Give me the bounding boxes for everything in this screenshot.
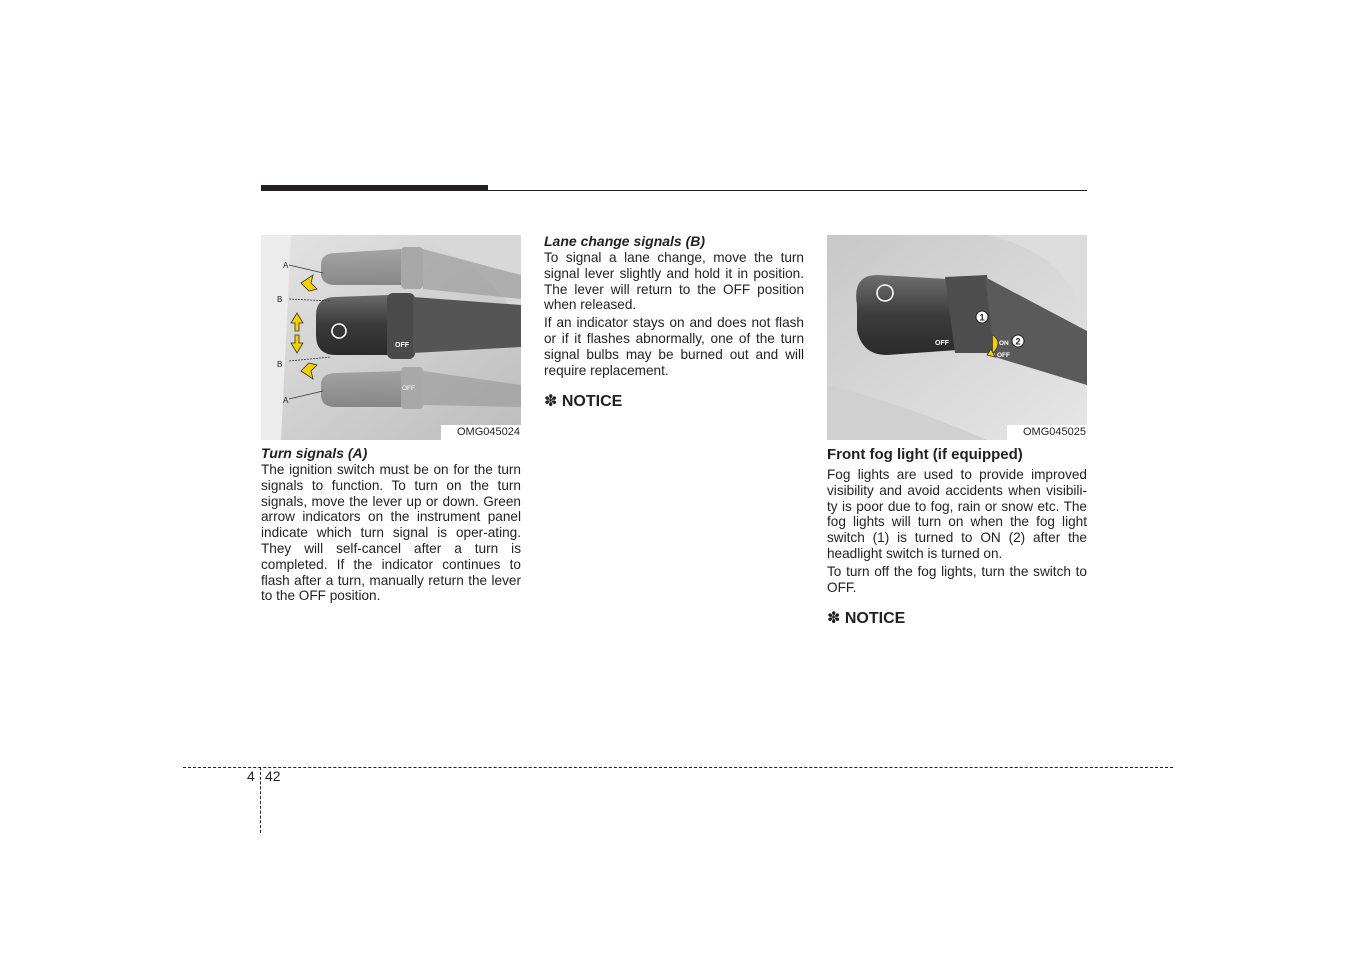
notice-heading: ✽ NOTICE [827,610,906,628]
lever-off-label: OFF [935,340,949,347]
turn-signals-body: The ignition switch must be on for the turn signals to function. To turn on the turn signals, move the lever up or down. Green arrow indicators on the instrument panel indicate which turn signal is oper-ating. They will self-cancel after a turn is completed. If the indicator continues to flash after a turn, manually return the lever to the OFF position. [261,462,521,604]
fog-light-section [827,445,1087,629]
fog-on-label: ON [999,340,1009,347]
figure-code-left: OMG045024 [457,426,520,438]
callout-1: 1 [979,312,985,323]
page-number: 42 [265,768,281,784]
fog-off-label: OFF [997,352,1010,359]
lane-change-para-2: If an indicator stays on and does not flash or if it flashes abnormally, one of the turn signal bulbs may be burned out and will require replacement. [544,315,804,378]
turn-signals-section [261,444,521,606]
turn-signals-heading: Turn signals (A) [261,445,368,461]
footer-rule [183,767,1173,768]
callout-2: 2 [1015,336,1021,347]
lane-change-heading: Lane change signals (B) [544,233,706,249]
fog-light-para-1: Fog lights are used to provide improved visibility and avoid accidents when visibili-ty is poor due to fog, rain or snow etc. The fog lights will turn on when the fog light switch (1) is turned to ON (2) after the headlight switch is turned on. [827,467,1087,561]
fog-light-heading: Front fog light (if equipped) [827,446,1023,463]
chapter-number: 4 [247,768,255,784]
notice-heading: ✽ NOTICE [544,393,623,411]
figure-code-right: OMG045025 [1023,426,1086,438]
footer-divider [260,767,261,833]
header-rule-thin [488,190,1087,191]
turn-signal-figure [261,235,521,440]
fog-light-switch-illustration [827,235,1087,440]
turn-signal-lever-illustration [261,235,521,440]
lane-change-para-1: To signal a lane change, move the turn signal lever slightly and hold it in position. The lever will return to the OFF position when released. [544,250,804,313]
lane-change-section [544,232,804,412]
callout-a-top: A [283,261,289,270]
fog-light-figure [827,235,1087,440]
callout-a-bottom: A [283,396,289,405]
callout-b-top: B [277,295,283,304]
fog-light-para-2: To turn off the fog lights, turn the switch to OFF. [827,563,1087,595]
lever-off-label: OFF [395,342,409,349]
callout-b-bottom: B [277,360,283,369]
header-rule-thick [261,185,488,191]
lever-off-label-ghost: OFF [402,385,415,392]
